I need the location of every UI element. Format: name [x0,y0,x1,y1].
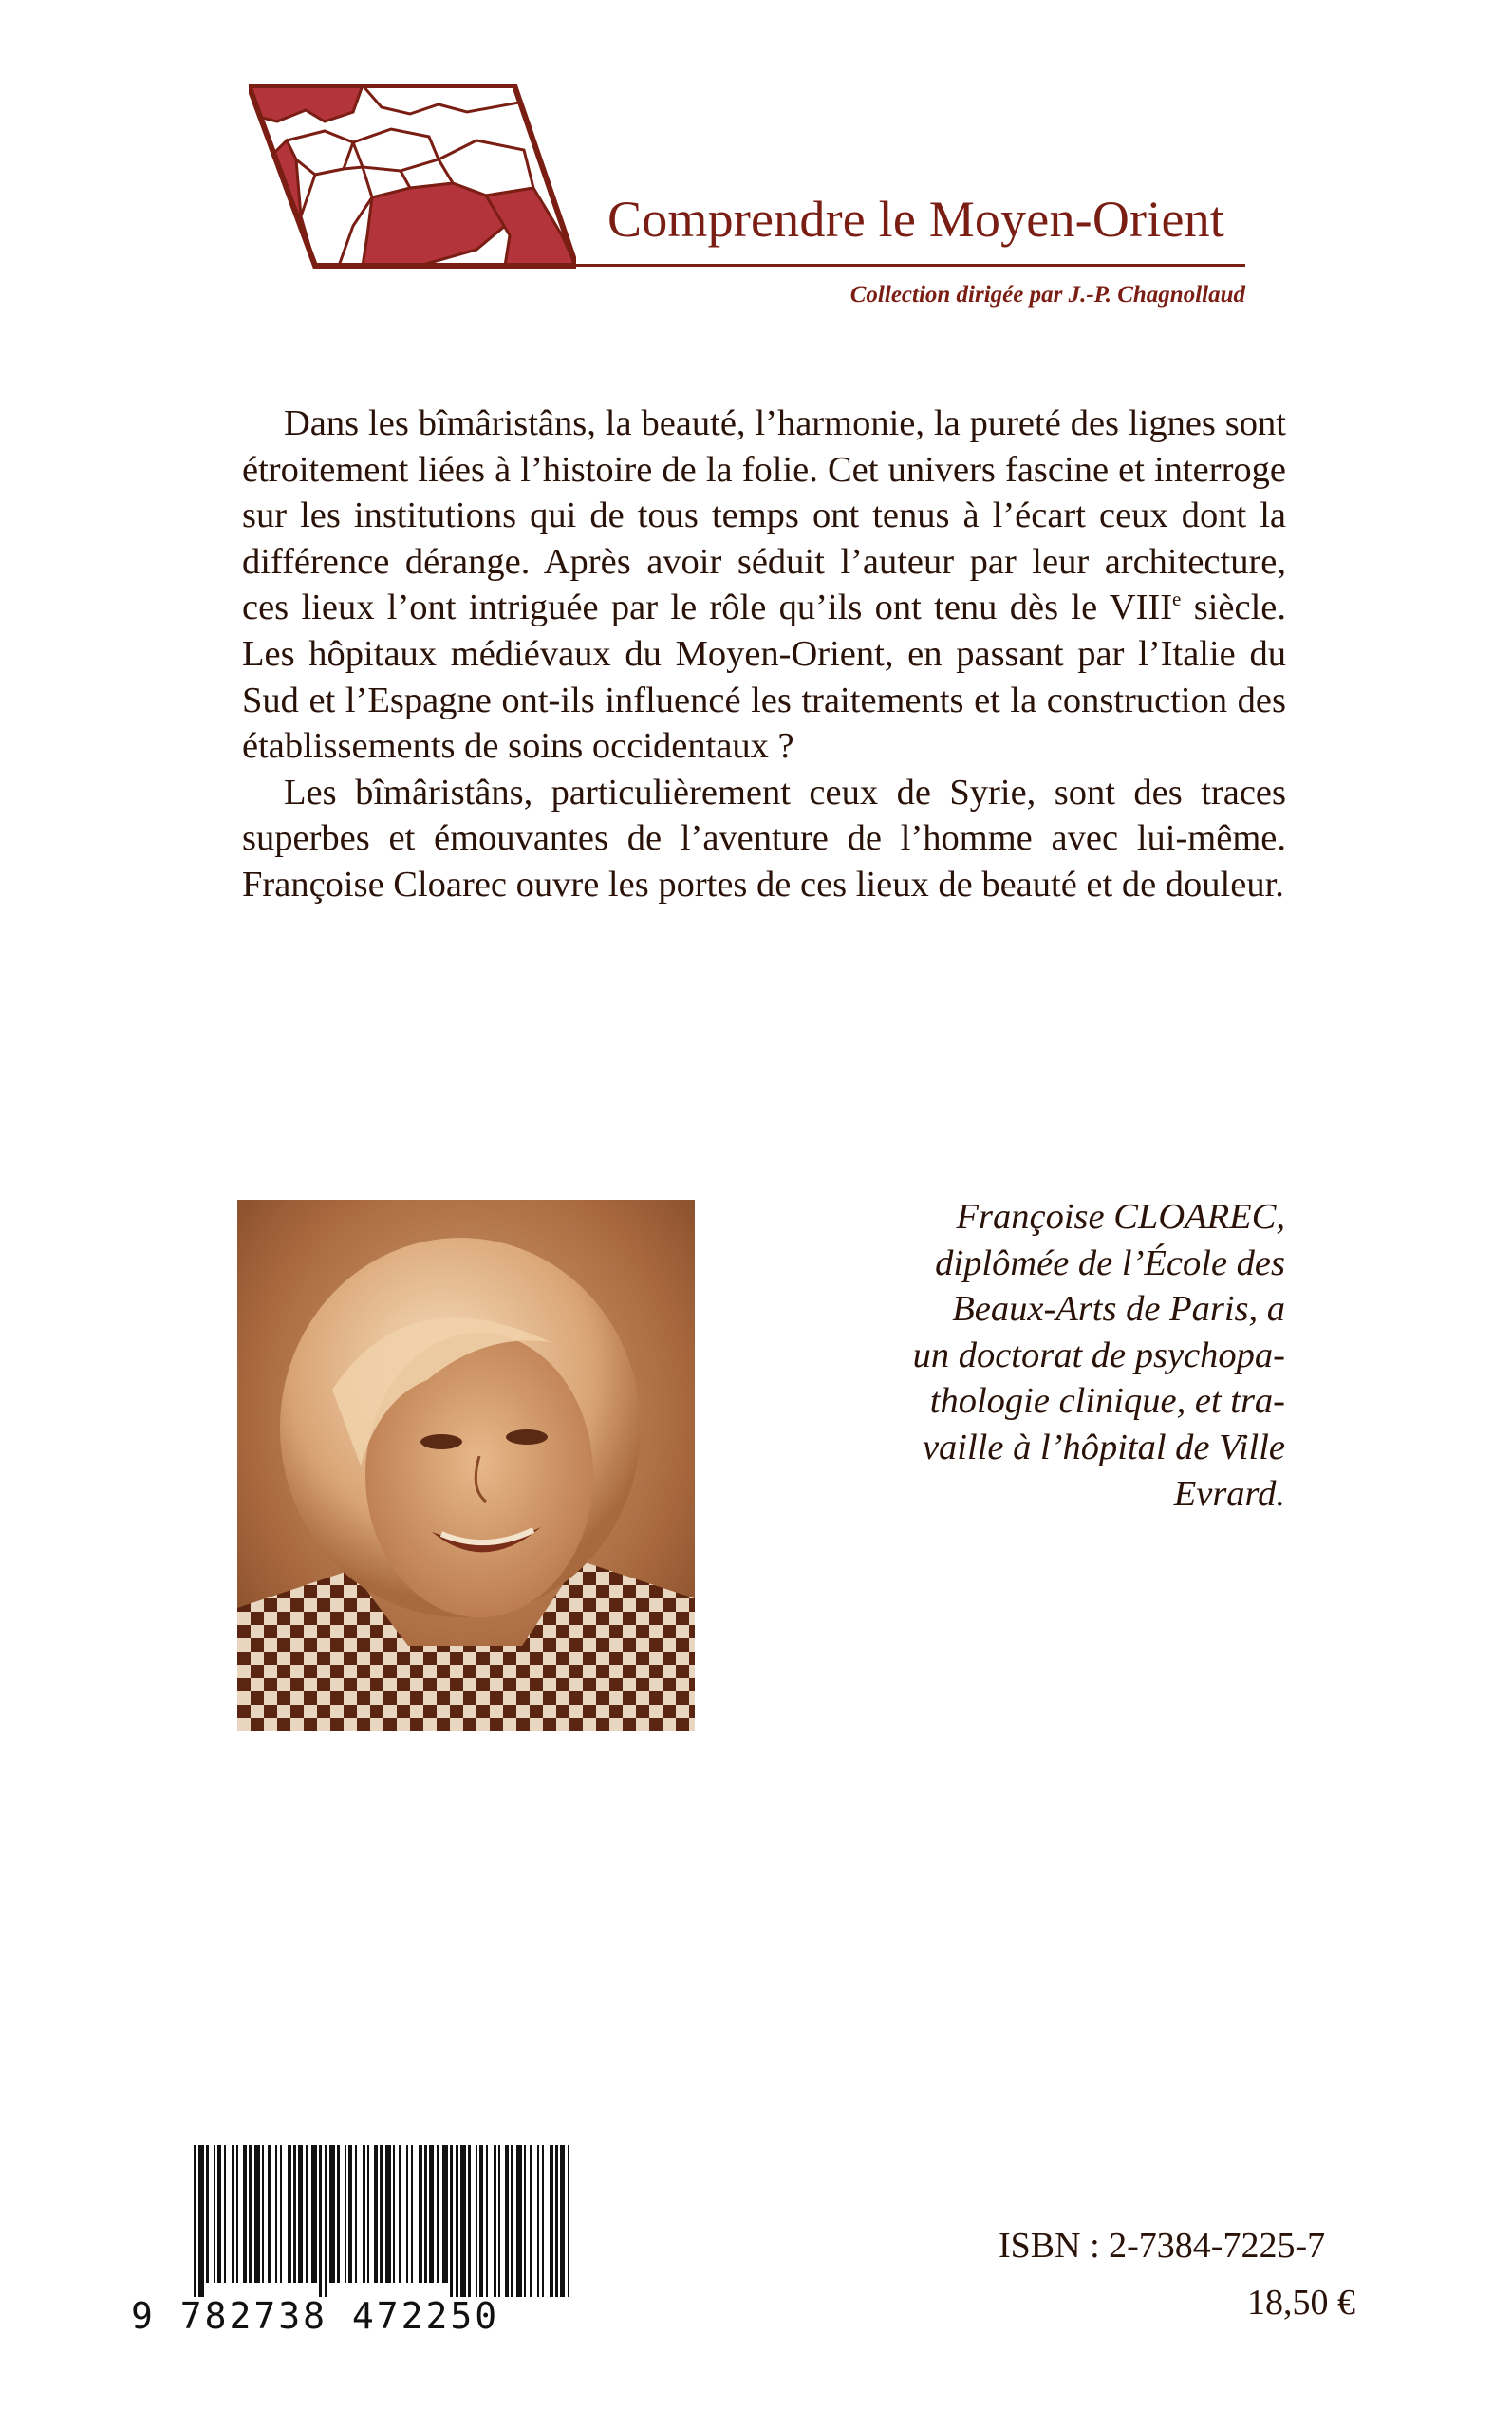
middle-east-map-logo-icon [249,84,576,271]
barcode-bar [479,2145,483,2297]
barcode-bar [262,2145,264,2283]
author-bio-line: thologie clinique, et tra- [929,1381,1285,1422]
barcode-bar [268,2145,271,2283]
barcode-bar [537,2145,539,2297]
header-divider [569,264,1245,267]
barcode-bar [306,2145,308,2283]
author-portrait-photo [237,1200,695,1731]
barcode-bar [345,2145,346,2283]
isbn-number: ISBN : 2-7384-7225-7 [999,2226,1326,2266]
barcode-bar [406,2145,408,2283]
barcode-bar [293,2145,296,2283]
barcode-bar [550,2145,553,2297]
barcode-bar [411,2145,413,2283]
barcode-bar [498,2145,500,2297]
barcode-icon [190,2145,579,2297]
barcode-bar [530,2145,532,2297]
barcode-bar [380,2145,383,2283]
author-bio-line: vaille à l’hôpital de Ville [922,1427,1285,1467]
author-bio [856,1194,1285,1517]
barcode-bar [374,2145,378,2283]
barcode-bar [217,2145,221,2283]
barcode-bar [424,2145,427,2283]
barcode-bar [325,2145,327,2297]
barcode-bar [363,2145,365,2283]
barcode-bar [367,2145,369,2283]
barcode-bar [505,2145,509,2297]
barcode-bar [319,2145,322,2297]
barcode-bar [542,2145,544,2297]
barcode-bar [511,2145,513,2297]
author-bio-line: Evrard. [1173,1473,1285,1514]
barcode-bar [456,2145,458,2297]
back-cover-blurb [242,401,1286,908]
barcode-bar [236,2145,238,2283]
barcode-bar [568,2145,569,2297]
barcode-bar [337,2145,340,2283]
price: 18,50 € [1247,2283,1355,2323]
barcode-bar [399,2145,401,2283]
blurb-paragraph-2: Les bîmâristâns, particulièrement ceux de Syrie, sont des traces superbes et émouvantes de l’aventure de l’homme avec lui-même. Françoise Cloarec ouvre les portes de ces lieux de beauté et de douleur. [242,772,1286,905]
barcode-bar [288,2145,291,2283]
author-bio-line: Françoise CLOAREC, [956,1197,1285,1237]
barcode-bar [198,2145,204,2297]
barcode-bar [516,2145,522,2297]
barcode-bar [249,2145,252,2283]
barcode-bar [280,2145,282,2283]
barcode-bar [429,2145,434,2283]
barcode-bar [393,2145,395,2283]
barcode-bar [437,2145,439,2283]
barcode-bar [329,2145,335,2283]
barcode-digits: 9 782738 472250 [131,2295,500,2337]
barcode-bar [194,2145,196,2297]
author-bio-line: Beaux-Arts de Paris, a [952,1289,1285,1330]
author-bio-line: diplômée de l’École des [935,1242,1285,1283]
barcode-bar [494,2145,496,2297]
barcode-bar [442,2145,448,2283]
barcode-bar [275,2145,277,2283]
barcode-bar [419,2145,422,2283]
barcode-bar [560,2145,565,2297]
author-bio-line: un doctorat de psychopa- [912,1335,1285,1375]
barcode-bar [524,2145,526,2297]
barcode-bar [468,2145,471,2297]
barcode-bar [476,2145,477,2297]
barcode-bar [311,2145,317,2283]
barcode-bar [460,2145,466,2297]
series-title: Comprendre le Moyen-Orient [607,191,1225,248]
barcode-bar [243,2145,247,2283]
blurb-paragraph-1: Dans les bîmâristâns, la beauté, l’harmonie, la pureté des lignes sont étroitement liées à l’histoire de la folie. Cet univers fascine et interroge sur les institutions qui de tous temps ont tenus à l’écart ceux dont la différence dérange. Après avoir séduit l’auteur par leur architecture, ces lieux l’ont intriguée par le rôle qu’ils ont tenu dès le VIIIe siècle. Les hôpitaux médiévaux du Moyen-Orient, en passant par l’Italie du Sud et l’Espagne ont-ils influencé les traitements et la construction des établissements de soins occidentaux ? [242,403,1287,767]
barcode-bar [450,2145,453,2297]
barcode-bar [206,2145,209,2283]
barcode-bar [298,2145,303,2283]
barcode-bar [555,2145,558,2297]
barcode-bar [355,2145,357,2283]
barcode-bar [486,2145,488,2297]
collection-editor-line: Collection dirigée par J.-P. Chagnollaud [849,282,1245,308]
superscript-e: e [1172,588,1182,611]
barcode-bar [224,2145,226,2283]
barcode-bar [214,2145,215,2283]
barcode-bar [254,2145,260,2283]
barcode-bar [348,2145,352,2283]
barcode-bar [385,2145,391,2283]
barcode-bar [232,2145,234,2283]
